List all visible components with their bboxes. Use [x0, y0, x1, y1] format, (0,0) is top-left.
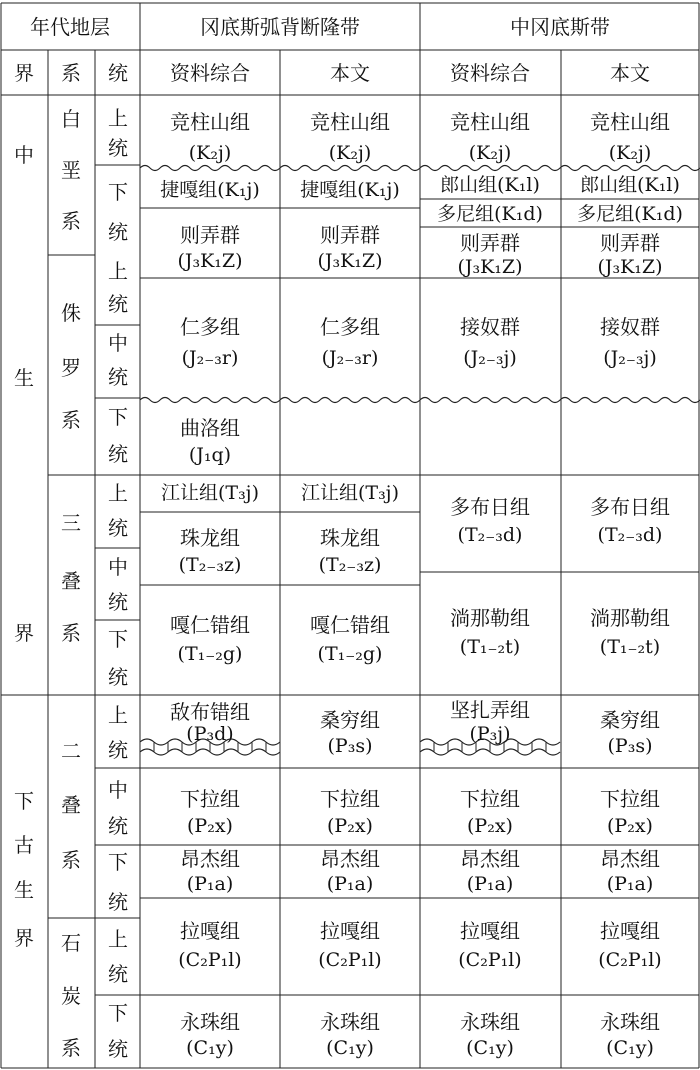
unit-code: (C₂P₁l) — [318, 949, 382, 971]
unit-code: (T₁₋₂t) — [459, 636, 521, 658]
unit-jianzhanong: 坚扎弄组 — [450, 698, 530, 722]
unit-angjie: 昂杰组 — [180, 847, 240, 871]
header-data-synthesis-1: 资料综合 — [170, 61, 250, 85]
unit-code: (K₂j) — [328, 142, 372, 164]
series-j-lower: 下统 — [108, 405, 128, 466]
header-region-gangdese: 冈底斯弧背断隆带 — [200, 15, 360, 39]
header-data-synthesis-2: 资料综合 — [450, 61, 530, 85]
series-t-upper: 上统 — [108, 481, 128, 540]
unit-code: (J₁q) — [188, 444, 232, 466]
unit-zenong: 则弄群 — [600, 231, 660, 255]
unit-code: (P₃d) — [186, 723, 234, 745]
unit-code: (J₂₋₃r) — [181, 347, 239, 369]
unit-angjie: 昂杰组 — [320, 847, 380, 871]
unit-code: (P₂x) — [187, 815, 233, 837]
unit-yongzhu: 永珠组 — [600, 1010, 660, 1034]
unit-garencuo: 嘎仁错组 — [310, 613, 390, 637]
unit-xiala: 下拉组 — [600, 787, 660, 811]
system-jurassic: 侏罗系 — [61, 301, 81, 432]
unit-code: (P₃s) — [607, 735, 653, 757]
unit-jingzhushan: 竞柱山组 — [450, 110, 530, 134]
unit-code: (T₁₋₂g) — [177, 643, 243, 665]
series-p-lower: 下统 — [108, 850, 128, 914]
header-region-central: 中冈底斯带 — [510, 15, 610, 39]
unit-code: (K₂j) — [608, 142, 652, 164]
unit-yongzhu: 永珠组 — [180, 1010, 240, 1034]
unit-garencuo: 嘎仁错组 — [170, 613, 250, 637]
era-lower-paleozoic: 下古生界 — [14, 789, 34, 950]
unit-laga: 拉嘎组 — [600, 919, 660, 943]
unit-duoburi: 多布日组 — [590, 495, 670, 519]
unit-code: (K₂j) — [468, 142, 512, 164]
unit-code: (C₁y) — [606, 1037, 654, 1059]
unit-code: (J₃K₁Z) — [597, 256, 663, 278]
series-p-upper: 上统 — [108, 703, 128, 762]
unit-code: (C₂P₁l) — [178, 949, 242, 971]
unit-code: (P₁a) — [326, 873, 374, 895]
unit-duoni: 多尼组(K₁d) — [577, 203, 683, 225]
unit-langshan: 郎山组(K₁l) — [440, 174, 540, 196]
series-c-lower: 下统 — [108, 1001, 128, 1061]
unit-code: (T₂₋₃d) — [457, 524, 523, 546]
unit-duoburi: 多布日组 — [450, 495, 530, 519]
unit-code: (J₂₋₃j) — [463, 347, 517, 369]
unit-jienu: 接奴群 — [460, 315, 520, 339]
unit-jienu: 接奴群 — [600, 315, 660, 339]
unit-zhulong: 珠龙组 — [180, 526, 240, 550]
unit-jingzhushan: 竞柱山组 — [590, 110, 670, 134]
unit-xiala: 下拉组 — [180, 787, 240, 811]
unit-code: (P₁a) — [186, 873, 234, 895]
unit-code: (K₂j) — [188, 142, 232, 164]
unit-code: (T₁₋₂g) — [317, 643, 383, 665]
unit-dibucuo: 敌布错组 — [170, 700, 250, 724]
unit-jiangrang: 江让组(T₃j) — [300, 482, 400, 504]
unit-code: (C₁y) — [186, 1037, 234, 1059]
unit-tangnale: 淌那勒组 — [450, 606, 530, 630]
unit-code: (J₃K₁Z) — [317, 250, 383, 272]
series-p-middle: 中统 — [108, 778, 128, 838]
unit-langshan: 郎山组(K₁l) — [580, 174, 680, 196]
unit-renduo: 仁多组 — [320, 315, 380, 339]
unit-code: (P₃s) — [327, 735, 373, 757]
unit-quluo: 曲洛组 — [180, 416, 240, 440]
system-permian: 二叠系 — [61, 739, 81, 872]
unit-laga: 拉嘎组 — [460, 919, 520, 943]
unit-laga: 拉嘎组 — [180, 919, 240, 943]
series-k-upper: 上统 — [108, 106, 128, 160]
unit-code: (J₂₋₃j) — [603, 347, 657, 369]
unit-renduo: 仁多组 — [180, 315, 240, 339]
header-this-paper-2: 本文 — [610, 61, 650, 85]
unit-xiala: 下拉组 — [320, 787, 380, 811]
unit-sangqiong: 桑穷组 — [600, 708, 660, 732]
unit-zenong: 则弄群 — [460, 231, 520, 255]
system-cretaceous: 白垩系 — [61, 107, 81, 233]
unit-jiega: 捷嘎组(K₁j) — [160, 179, 260, 201]
header-jie: 界 — [14, 61, 34, 85]
series-t-lower: 下统 — [108, 627, 128, 689]
unit-jiangrang: 江让组(T₃j) — [160, 482, 260, 504]
series-j-middle: 中统 — [108, 331, 128, 389]
era-mesozoic: 中生界 — [14, 143, 34, 645]
unit-code: (C₂P₁l) — [598, 949, 662, 971]
unit-jingzhushan: 竞柱山组 — [170, 110, 250, 134]
unit-zhulong: 珠龙组 — [320, 526, 380, 550]
unit-zenong: 则弄群 — [320, 223, 380, 247]
series-t-middle: 中统 — [108, 555, 128, 614]
unit-code: (J₃K₁Z) — [457, 256, 523, 278]
unit-code: (P₂x) — [607, 815, 653, 837]
unit-angjie: 昂杰组 — [600, 847, 660, 871]
header-age-strata: 年代地层 — [30, 15, 110, 39]
unit-jingzhushan: 竞柱山组 — [310, 110, 390, 134]
series-c-upper: 上统 — [108, 927, 128, 986]
unit-tangnale: 淌那勒组 — [590, 606, 670, 630]
series-j-upper: 上统 — [108, 259, 128, 316]
unit-sangqiong: 桑穷组 — [320, 708, 380, 732]
unit-code: (P₂x) — [467, 815, 513, 837]
system-triassic: 三叠系 — [61, 511, 81, 645]
unit-code: (C₁y) — [466, 1037, 514, 1059]
unit-yongzhu: 永珠组 — [460, 1010, 520, 1034]
unit-xiala: 下拉组 — [460, 787, 520, 811]
header-xi: 系 — [61, 61, 81, 85]
unit-code: (C₂P₁l) — [458, 949, 522, 971]
unit-code: (T₂₋₃d) — [597, 524, 663, 546]
unit-code: (J₃K₁Z) — [177, 250, 243, 272]
unit-code: (P₂x) — [327, 815, 373, 837]
unit-yongzhu: 永珠组 — [320, 1010, 380, 1034]
unit-code: (T₂₋₃z) — [178, 554, 242, 576]
series-k-lower: 下统 — [108, 180, 128, 244]
unit-code: (P₃j) — [469, 723, 511, 745]
header-tong: 统 — [108, 61, 128, 85]
unit-jiega: 捷嘎组(K₁j) — [300, 179, 400, 201]
system-carboniferous: 石炭系 — [61, 931, 81, 1060]
unit-code: (C₁y) — [326, 1037, 374, 1059]
unit-duoni: 多尼组(K₁d) — [437, 203, 543, 225]
unit-code: (P₁a) — [466, 873, 514, 895]
unit-code: (T₁₋₂t) — [599, 636, 661, 658]
unit-angjie: 昂杰组 — [460, 847, 520, 871]
unit-zenong: 则弄群 — [180, 223, 240, 247]
unit-code: (T₂₋₃z) — [318, 554, 382, 576]
header-this-paper-1: 本文 — [330, 61, 370, 85]
unit-code: (P₁a) — [606, 873, 654, 895]
unit-code: (J₂₋₃r) — [321, 347, 379, 369]
unit-laga: 拉嘎组 — [320, 919, 380, 943]
